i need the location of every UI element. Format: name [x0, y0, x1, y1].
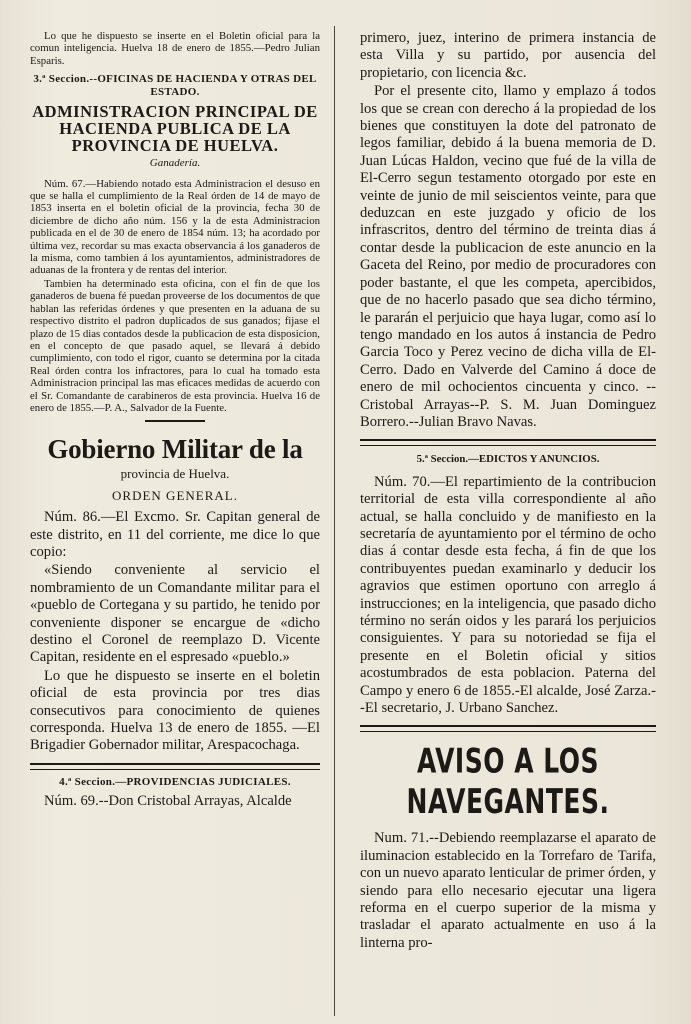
double-rule-right — [360, 439, 656, 446]
right-paragraph-1: primero, juez, interino de primera instancia de esta Villa y su partido, por ausencia del propietario, con licencia &c. — [360, 30, 656, 81]
double-rule-right-2 — [360, 725, 656, 732]
num86-paragraph-2: «Siendo conveniente al servicio el nombramiento de un Comandante militar para el «pueblo de Cortegana y su partido, he tenido por conveniente disponer se encargue de «dicho destino el Coronel de reemplazo D. Vicente Capitan, residente en el espresado «pueblo.» — [30, 562, 320, 666]
intro-paragraph: Lo que he dispuesto se inserte en el Boletin oficial para la comun inteligencia. Huelva 18 de enero de 1855.—Pedro Julian Esparis. — [30, 30, 320, 67]
gobierno-militar-subtitle: provincia de Huelva. — [120, 466, 230, 482]
double-rule-left — [30, 763, 320, 770]
right-column — [360, 30, 656, 1015]
num86-paragraph-3: Lo que he dispuesto se inserte en el boletin oficial de esta provincia por tres dias consecutivos para conocimiento de quienes corresponda. Huelva 13 de enero de 1855. —El Brigadier Gobernador militar, Arespacochaga. — [30, 667, 320, 754]
num69-paragraph: Núm. 69.--Don Cristobal Arrayas, Alcalde — [44, 792, 292, 809]
num67-paragraph-1: Núm. 67.—Habiendo notado esta Administracion el desuso en que se halla el cumplimiento de la Real órden de 14 de mayo de 1853 inserta en el boletin oficial de la provincia, fecha 30 de diciembre de dicho año núm. 156 y la de esta Administracion publicada en el de 30 de enero de 1854 núm. 13; ha acordado por última vez, recordar su mas exacta observancia á los ganaderos de la misma, como tambien á los ayuntamientos, administradores de aduanas de la frontera y de rentas del interior. — [30, 177, 320, 277]
section-5-heading: 5.ª Seccion.—EDICTOS Y ANUNCIOS. — [416, 453, 600, 466]
section-4-heading: 4.ª Seccion.—PROVIDENCIAS JUDICIALES. — [59, 775, 291, 788]
num70-paragraph: Núm. 70.—El repartimiento de la contribucion territorial de esta villa correspondiente al año actual, se halla concluido y de manifiesto en la secretaría de ayuntamiento por el término de ocho dias á contar desde esta fecha, á fin de que los contribuyentes puedan examinarlo y deducir los agravios que estimen oportuno con arreglo á instrucciones; en la inteligencia, que pasado dicho término no serán oidos y les parará los perjuicios consiguientes. Y para su notoriedad se fija el presente en el Boletin oficial y sitios acostumbrados de esta poblacion. Paterna del Campo y enero 6 de 1855.-El alcalde, José Zarza.--El secretario, J. Urbano Sanchez. — [360, 473, 656, 717]
orden-general-heading: ORDEN GENERAL. — [112, 487, 238, 503]
section-3-heading: 3.ª Seccion.--OFICINAS DE HACIENDA Y OTRAS DEL ESTADO. — [33, 73, 317, 99]
administration-subtitle: Ganadería. — [149, 157, 201, 170]
short-rule — [145, 420, 205, 424]
administration-title: ADMINISTRACION PRINCIPAL DE HACIENDA PUBLICA DE LA PROVINCIA DE HUELVA. — [32, 102, 318, 156]
gobierno-militar-title: Gobierno Militar de la — [47, 434, 303, 465]
right-paragraph-2: Por el presente cito, llamo y emplazo á todos los que se crean con derecho á la propiedad de los bienes que constituyen la dote del patronato de legos familiar, debido á la buena memoria de D. Juan Lúcas Haldon, vecino que fué de la villa de El-Cerro segun testamento otorgado por este en veinte de junio de mil seiscientos veinte, para que deduzcan en este juzgado y oficio de los infrascritos, dentro del término de treinta dias á contar desde la publicacion de este anuncio en la Gaceta del Reino, por medio de procuradores con poder bastante, el que les competa, apercibidos, que de no hacerlo pasado que sea dicho término, le pararán el perjuicio que haya lugar, como así lo tengo mandado en los autos á instancia de Pedro Garcia Toco y Perez vecino de dicha villa de El-Cerro. Dado en Valverde del Camino á doce de enero de mil ochocientos cincuenta y cinco. --Cristobal Arrayas--P. S. M. Juan Dominguez Borrero.--Julian Bravo Navas. — [360, 83, 656, 430]
aviso-navegantes-title: AVISO A LOS NAVEGANTES. — [406, 741, 610, 822]
left-column — [30, 30, 320, 1015]
num71-paragraph: Num. 71.--Debiendo reemplazarse el aparato de iluminacion establecido en la Torrefaro de Tarifa, con un nuevo aparato lenticular de primer órden, y siendo para ello necesario ejecutar una ligera reforma en el cuerpo superior de la misma y trasladar el aparato actualmente en uso á la linterna pro- — [360, 830, 656, 951]
num67-paragraph-2: Tambien ha determinado esta oficina, con el fin de que los ganaderos de buena fé puedan proveerse de los documentos de que hablan las referidas órdenes y que presenten en la aduana de su respectivo distrito el padron duplicados de sus ganados; fijase el plazo de 15 dias contados desde la publicacion de esta disposicion, en el concepto de que pasado aquel, se llevará á debido cumplimiento, con todo el rigor, cuanto se determina por la citada Real órden contra los infractores, para lo cual ha tomado esta Administracion principal las mas eficaces medidas de acuerdo con el Sr. Comandante de carabineros de esta provincia. Huelva 16 de enero de 1855.—P. A., Salvador de la Fuente. — [30, 277, 320, 414]
column-divider — [334, 26, 335, 1016]
num86-paragraph-1: Núm. 86.—El Excmo. Sr. Capitan general de este distrito, en 11 del corriente, me dice lo que copio: — [30, 509, 320, 560]
